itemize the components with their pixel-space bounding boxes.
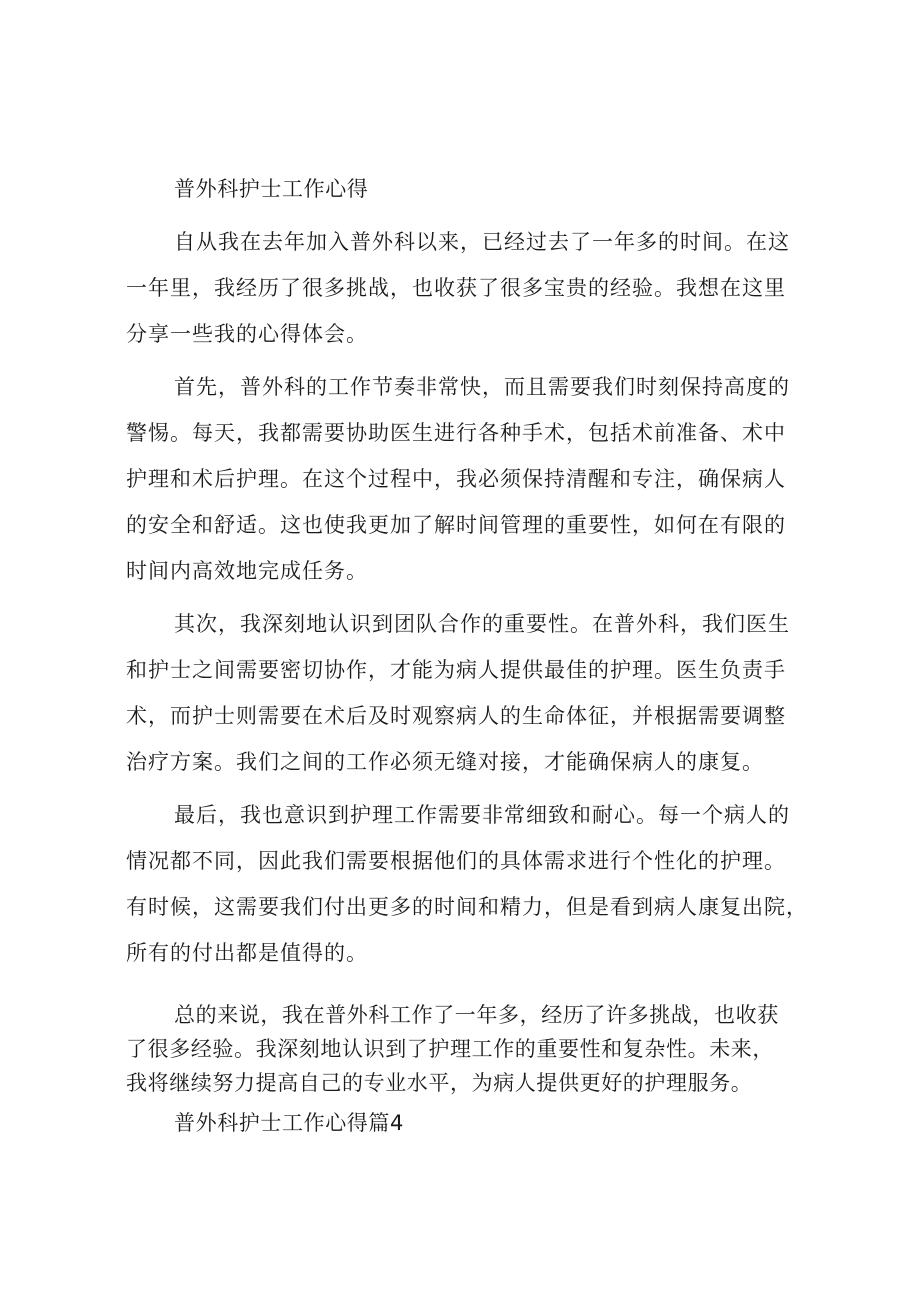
paragraph-line: 的安全和舒适。这也使我更加了解时间管理的重要性，如何在有限的 [126, 513, 786, 537]
paragraph-line: 和护士之间需要密切协作，才能为病人提供最佳的护理。医生负责手 [126, 658, 786, 682]
paragraph-line: 所有的付出都是值得的。 [126, 941, 368, 965]
paragraph-line: 有时候，这需要我们付出更多的时间和精力，但是看到病人康复出院， [126, 895, 808, 919]
paragraph-line: 一年里，我经历了很多挑战，也收获了很多宝贵的经验。我想在这里 [126, 276, 786, 300]
page-title: 普外科护士工作心得 [174, 177, 369, 201]
paragraph-line: 情况都不同，因此我们需要根据他们的具体需求进行个性化的护理。 [126, 849, 786, 873]
paragraph-line: 时间内高效地完成任务。 [126, 559, 368, 583]
paragraph-line: 总的来说，我在普外科工作了一年多，经历了许多挑战，也收获 [174, 1003, 779, 1027]
paragraph-line: 警惕。每天，我都需要协助医生进行各种手术，包括术前准备、术中 [126, 421, 786, 445]
paragraph-line: 分享一些我的心得体会。 [126, 322, 368, 346]
paragraph-line: 最后，我也意识到护理工作需要非常细致和耐心。每一个病人的 [174, 803, 790, 827]
paragraph-line: 术，而护士则需要在术后及时观察病人的生命体征，并根据需要调整 [126, 704, 786, 728]
section-heading: 普外科护士工作心得篇4 [174, 1111, 404, 1135]
paragraph-line: 了很多经验。我深刻地认识到了护理工作的重要性和复杂性。未来， [126, 1037, 774, 1061]
paragraph-line: 护理和术后护理。在这个过程中，我必须保持清醒和专注，确保病人 [126, 467, 786, 491]
paragraph-line: 自从我在去年加入普外科以来，已经过去了一年多的时间。在这 [174, 230, 790, 254]
paragraph-line: 首先，普外科的工作节奏非常快，而且需要我们时刻保持高度的 [174, 375, 790, 399]
paragraph-line: 我将继续努力提高自己的专业水平，为病人提供更好的护理服务。 [126, 1071, 753, 1095]
paragraph-line: 其次，我深刻地认识到团队合作的重要性。在普外科，我们医生 [174, 612, 790, 636]
paragraph-line: 治疗方案。我们之间的工作必须无缝对接，才能确保病人的康复。 [126, 750, 764, 774]
